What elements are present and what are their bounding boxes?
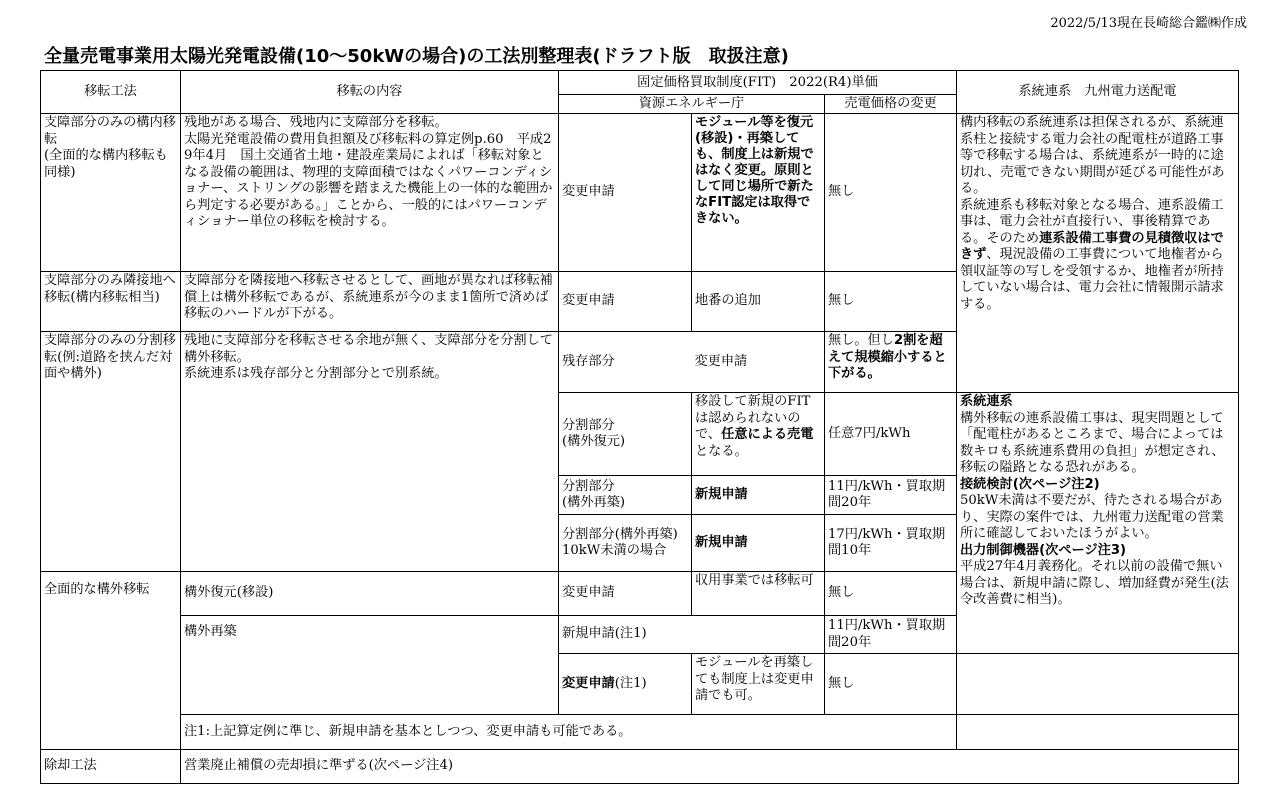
row3-content: 残地に支障部分を移転させる余地が無く、支障部分を分割して構外移転。 系統連系は残存部分と分割部分とで別系統。 [181, 332, 559, 572]
grid-note-onsite-tail: 、現況設備の工事費について地権者から領収証等の写しを受領するか、地権者が所持していない場合は、電力会社に情報開示請求する。 [960, 247, 1224, 312]
row1-agency-note: モジュール等を復元(移設)・再築しても、制度上は新規ではなく変更。原則として同じ場所で新たなFIT認定は取得できない。 [692, 114, 825, 272]
grid-note-empty [957, 654, 1239, 715]
grid-note-onsite [957, 114, 1239, 393]
grid-heading-connection: 系統連系 [960, 394, 1013, 409]
row4-change-application-bold: 変更申請 [562, 675, 615, 691]
row2-agency-application: 変更申請 [559, 272, 692, 332]
row3-split-small-application: 新規申請 [692, 515, 825, 572]
grid-note-onsite-bold: 連系設備工事費の見積徴収はできず [960, 230, 1224, 262]
row5-method: 除却工法 [41, 750, 181, 784]
grid-heading-study: 接続検討(次ページ注2) [960, 476, 1100, 492]
row3-split-restore-note-text: 移設して新規のFITは認められないので、 [695, 394, 811, 442]
row4-method: 全面的な構外移転 [41, 572, 181, 750]
row2-content: 支障部分を隣接地へ移転させるとして、画地が異なれば移転補償上は構外移転であるが、系統連系が今のまま1箇所で済めば移転のハードルが下がる。 [181, 272, 559, 332]
row3-remaining-price-bold: 2割を超えて規模縮小すると下がる。 [828, 333, 947, 381]
row1-price-change: 無し [825, 114, 957, 272]
row3-split-rebuild-price: 11円/kWh・買取期間20年 [825, 476, 957, 515]
grid-text-output-control: 平成27年4月義務化。それ以前の設備で無い場合は、新規申請に際し、増加経費が発生(法令改善費に相当)。 [960, 559, 1229, 607]
row4-restore-price: 無し [825, 572, 957, 616]
row4-rebuild-content: 構外再築 [181, 616, 559, 715]
grid-text-study: 50kW未満は不要だが、待たされる場合があり、実際の案件では、九州電力送配電の営業所に確認しておいたほうがよい。 [960, 493, 1224, 541]
header-method: 移転工法 [41, 71, 181, 114]
row4-footnote: 注1:上記算定例に準じ、新規申請を基本としつつ、変更申請も可能である。 [181, 715, 957, 750]
construction-method-table [40, 70, 1239, 784]
row3-remaining-label: 残存部分 [559, 332, 692, 393]
row1-agency-application: 変更申請 [559, 114, 692, 272]
grid-text-connection: 構外移転の連系設備工事は、現実問題として「配電柱があるところまで、場合によっては数キロも系統連系費用の負担」が想定され、移転の隘路となる恐れがある。 [960, 410, 1225, 475]
row3-split-small-label: 分割部分(構外再築) 10kW未満の場合 [559, 515, 692, 572]
row3-remaining-price [825, 332, 957, 393]
row3-split-rebuild-label: 分割部分 (構外再築) [559, 476, 692, 515]
row4-change-application-note: (注1) [614, 675, 647, 691]
row4-grid-empty [957, 715, 1239, 750]
row3-split-restore-label: 分割部分 (構外復元) [559, 393, 692, 476]
grid-note-onsite-text1: 構内移転の系統連系は担保されるが、系統連系柱と接続する電力会社の配電柱が道路工事等で移転する場合は、系統連系が一時的に途切れ、売電できない期間が延びる可能性がある。 [960, 115, 1225, 196]
row4-rebuild-application: 新規申請(注1) [559, 616, 825, 654]
row4-restore-application: 変更申請 [559, 572, 692, 616]
row4-rebuild-price: 11円/kWh・買取期間20年 [825, 616, 957, 654]
header-content: 移転の内容 [181, 71, 559, 114]
row2-method: 支障部分のみ隣接地へ移転(構内移転相当) [41, 272, 181, 332]
row2-agency-note: 地番の追加 [692, 272, 825, 332]
row3-split-restore-note [692, 393, 825, 476]
row4-change-price: 無し [825, 654, 957, 715]
document-title: 全量売電事業用太陽光発電設備(10～50kWの場合)の工法別整理表(ドラフト版 取扱注意) [44, 46, 789, 67]
header-grid: 系統連系 九州電力送配電 [957, 71, 1239, 114]
row3-remaining-price-text: 無し。但し [828, 333, 894, 348]
creation-date-note: 2022/5/13現在長崎総合鑑㈱作成 [1050, 16, 1247, 31]
row3-split-restore-price: 任意7円/kWh [825, 393, 957, 476]
row5-content: 営業廃止補償の売却損に準ずる(次ページ注4) [181, 750, 1239, 784]
header-agency: 資源エネルギー庁 [559, 95, 825, 114]
row4-change-application [559, 654, 692, 715]
row3-split-restore-note-bold: 任意による売電 [721, 427, 814, 442]
row3-method: 支障部分のみの分割移転(例:道路を挟んだ対面や構外) [41, 332, 181, 572]
row3-split-small-price: 17円/kWh・買取期間10年 [825, 515, 957, 572]
row1-method: 支障部分のみの構内移転 (全面的な構内移転も同様) [41, 114, 181, 272]
row3-split-rebuild-application: 新規申請 [692, 476, 825, 515]
row4-change-note: モジュールを再築しても制度上は変更申請でも可。 [692, 654, 825, 715]
row1-content: 残地がある場合、残地内に支障部分を移転。 太陽光発電設備の費用負担額及び移転料の算定例p.60 平成29年4月 国土交通省土地・建設産業局によれば「移転対象となる設備の範囲は、物理的支障面積ではなくパワーコンディショナー、ストリングの影響を踏まえた機能上の一体的な範囲から判定する必要がある。」ことから、一般的にはパワーコンディショナー単位の移転を検討する。 [181, 114, 559, 272]
grid-note-onsite-text2: 系統連系も移転対象となる場合、連系設備工事は、電力会社が直接行い、事後精算である。そのため [960, 197, 1224, 246]
row3-split-restore-note-tail: となる。 [695, 443, 748, 459]
header-fit: 固定価格買取制度(FIT) 2022(R4)単価 [559, 71, 957, 95]
grid-heading-output-control: 出力制御機器(次ページ注3) [960, 542, 1127, 558]
row3-remaining-application: 変更申請 [692, 332, 825, 393]
row4-restore-content: 構外復元(移設) [181, 572, 559, 616]
row4-restore-note: 収用事業では移転可 [692, 572, 825, 616]
header-price-change: 売電価格の変更 [825, 95, 957, 114]
grid-note-offsite [957, 393, 1239, 654]
row2-price-change: 無し [825, 272, 957, 332]
